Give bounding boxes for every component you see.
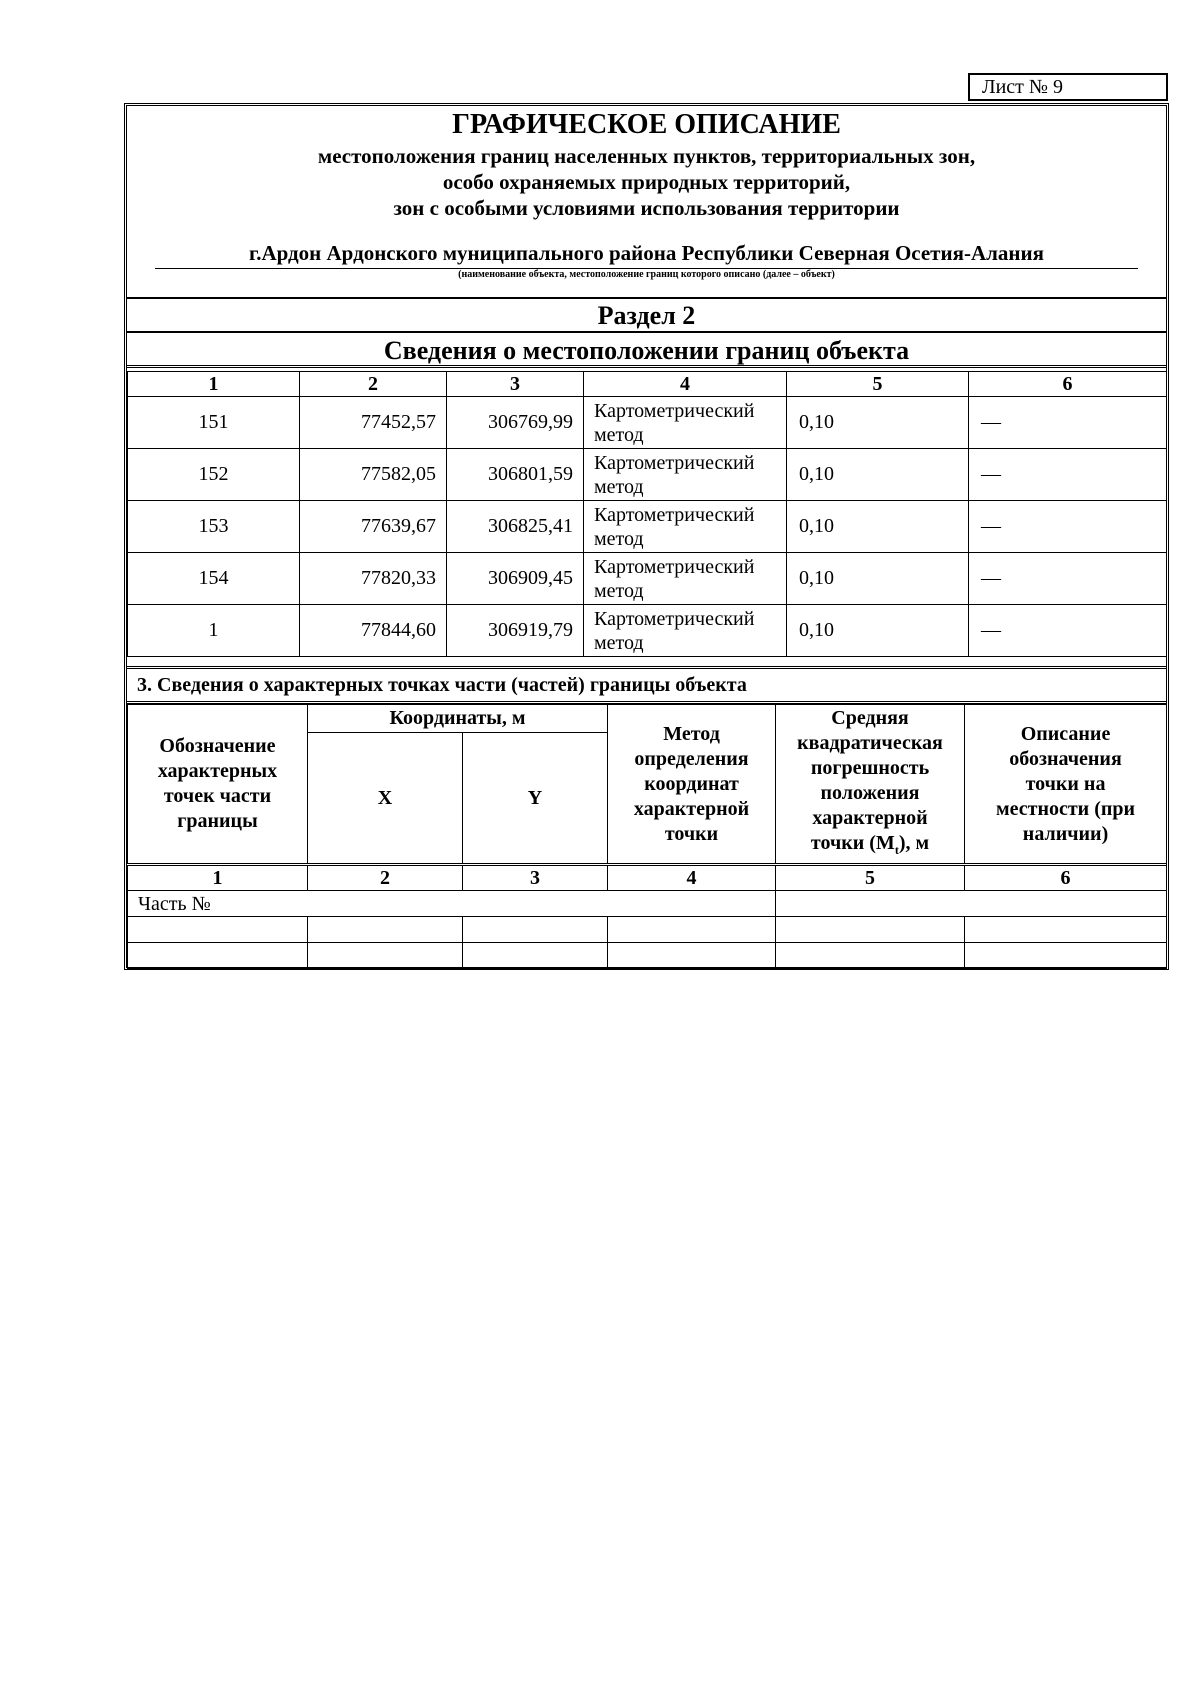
object-name: г.Ардон Ардонского муниципального района Республики Северная Осетия-Алания bbox=[155, 238, 1138, 269]
table-row bbox=[128, 605, 1167, 657]
subtitle-line-3: зон с особыми условиями использования территории bbox=[393, 196, 900, 220]
section3-title: 3. Сведения о характерных точках части (частей) границы объекта bbox=[127, 666, 1166, 704]
method-line-1: Картометрический bbox=[594, 555, 755, 578]
column-number: 4 bbox=[584, 372, 787, 397]
empty-cell bbox=[128, 917, 308, 943]
empty-cell bbox=[463, 917, 608, 943]
point-id: 152 bbox=[128, 449, 300, 501]
x-header: X bbox=[308, 733, 463, 865]
column-number-row bbox=[128, 372, 1167, 397]
column-number: 2 bbox=[300, 372, 447, 397]
coord-y: 306919,79 bbox=[447, 605, 584, 657]
empty-cell bbox=[463, 943, 608, 969]
error: 0,10 bbox=[787, 553, 969, 605]
error: 0,10 bbox=[787, 501, 969, 553]
method-line-2: метод bbox=[594, 527, 644, 550]
empty-cell bbox=[128, 943, 308, 969]
coord-y: 306769,99 bbox=[447, 397, 584, 449]
method bbox=[584, 397, 787, 449]
column-number: 4 bbox=[608, 865, 776, 891]
description: — bbox=[969, 449, 1167, 501]
section-title: Раздел 2 bbox=[127, 299, 1166, 333]
empty-cell bbox=[608, 943, 776, 969]
header-row-1 bbox=[128, 705, 1167, 733]
part-label: Часть № bbox=[128, 891, 776, 917]
boundary-points-table bbox=[127, 371, 1167, 657]
point-id: 153 bbox=[128, 501, 300, 553]
description: — bbox=[969, 397, 1167, 449]
point-id: 1 bbox=[128, 605, 300, 657]
empty-cell bbox=[965, 943, 1167, 969]
description-header: Описание обозначения точки на местности (при наличии) bbox=[965, 705, 1167, 865]
table-row bbox=[128, 917, 1167, 943]
table-row bbox=[128, 397, 1167, 449]
section-subtitle: Сведения о местоположении границ объекта bbox=[127, 333, 1166, 368]
column-number-row bbox=[128, 865, 1167, 891]
description: — bbox=[969, 605, 1167, 657]
document-frame bbox=[124, 103, 1169, 970]
object-note: (наименование объекта, местоположение границ которого описано (далее – объект) bbox=[458, 269, 835, 280]
empty-cell bbox=[308, 917, 463, 943]
coord-y: 306801,59 bbox=[447, 449, 584, 501]
column-number: 2 bbox=[308, 865, 463, 891]
column-number: 6 bbox=[969, 372, 1167, 397]
empty-cell bbox=[776, 917, 965, 943]
method-line-1: Картометрический bbox=[594, 607, 755, 630]
error-header: Средняя квадратическая погрешность положения характерной точки $(M_t)$, м bbox=[776, 705, 965, 865]
sheet-number: Лист № 9 bbox=[968, 73, 1168, 101]
part-row bbox=[128, 891, 1167, 917]
table-row bbox=[128, 449, 1167, 501]
method-line-2: метод bbox=[594, 475, 644, 498]
method-header: Метод определения координат характерной точки bbox=[608, 705, 776, 865]
table-row bbox=[128, 553, 1167, 605]
coord-x: 77452,57 bbox=[300, 397, 447, 449]
error: 0,10 bbox=[787, 449, 969, 501]
column-number: 1 bbox=[128, 865, 308, 891]
method bbox=[584, 501, 787, 553]
column-number: 6 bbox=[965, 865, 1167, 891]
table-row bbox=[128, 501, 1167, 553]
column-number: 3 bbox=[463, 865, 608, 891]
empty-cell bbox=[608, 917, 776, 943]
coord-y: 306909,45 bbox=[447, 553, 584, 605]
method-line-1: Картометрический bbox=[594, 399, 755, 422]
column-number: 3 bbox=[447, 372, 584, 397]
method-line-1: Картометрический bbox=[594, 451, 755, 474]
coord-y: 306825,41 bbox=[447, 501, 584, 553]
error: 0,10 bbox=[787, 397, 969, 449]
point-id: 151 bbox=[128, 397, 300, 449]
document-title: ГРАФИЧЕСКОЕ ОПИСАНИЕ bbox=[452, 109, 841, 140]
method bbox=[584, 553, 787, 605]
coord-x: 77820,33 bbox=[300, 553, 447, 605]
empty-cell bbox=[308, 943, 463, 969]
part-points-table bbox=[127, 704, 1167, 969]
description: — bbox=[969, 553, 1167, 605]
subtitle-line-1: местоположения границ населенных пунктов, территориальных зон, bbox=[317, 144, 976, 168]
method-line-1: Картометрический bbox=[594, 503, 755, 526]
table-row bbox=[128, 943, 1167, 969]
column-number: 1 bbox=[128, 372, 300, 397]
empty-cell bbox=[965, 917, 1167, 943]
part-empty bbox=[776, 891, 1167, 917]
point-id: 154 bbox=[128, 553, 300, 605]
point-header: Обозначение характерных точек части границы bbox=[128, 705, 308, 865]
column-number: 5 bbox=[776, 865, 965, 891]
method-line-2: метод bbox=[594, 579, 644, 602]
method bbox=[584, 605, 787, 657]
coord-x: 77639,67 bbox=[300, 501, 447, 553]
method bbox=[584, 449, 787, 501]
coord-x: 77844,60 bbox=[300, 605, 447, 657]
method-line-2: метод bbox=[594, 631, 644, 654]
method-line-2: метод bbox=[594, 423, 644, 446]
column-number: 5 bbox=[787, 372, 969, 397]
error: 0,10 bbox=[787, 605, 969, 657]
subtitle-line-2: особо охраняемых природных территорий, bbox=[442, 170, 851, 194]
coords-header: Координаты, м bbox=[308, 705, 608, 733]
description: — bbox=[969, 501, 1167, 553]
coord-x: 77582,05 bbox=[300, 449, 447, 501]
y-header: Y bbox=[463, 733, 608, 865]
document-header bbox=[127, 106, 1166, 299]
empty-cell bbox=[776, 943, 965, 969]
